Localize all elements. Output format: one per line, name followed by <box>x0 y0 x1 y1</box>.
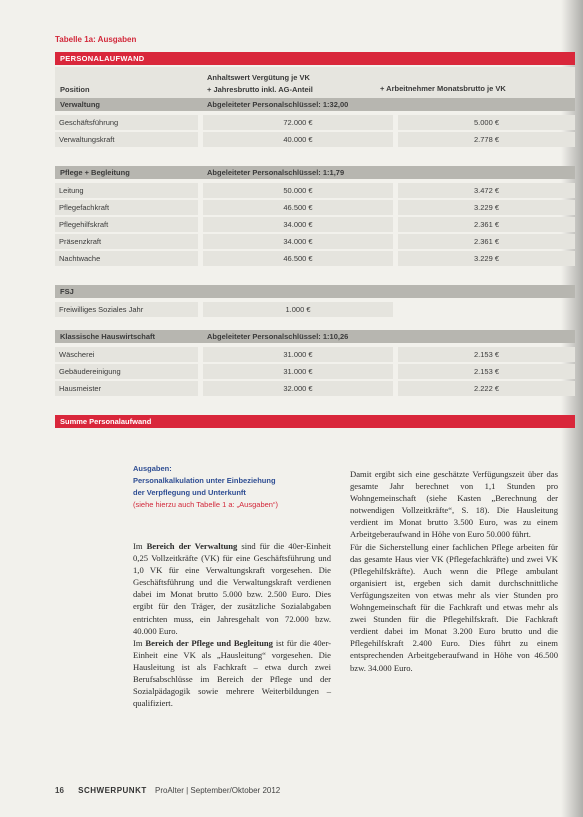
row-monthly: 2.222 € <box>398 381 575 396</box>
paragraph <box>133 637 331 710</box>
sidebox-line1: Ausgaben: <box>133 464 172 473</box>
paragraph: Für die Sicherstellung einer fachlichen Pflege arbeiten für das gesamte Haus vier VK (Pflegefachkräfte) und zwei VK (Pflegehilfskräfte). Auch wenn die Pflege ambulant organisiert ist, ergeben sich damit durchschnittliche Verfügungszeiten von etwas mehr als vier Stunden pro Wohngemeinschaft für die Fachkraft und etwas mehr als zwei Stunden für die Pflegehilfskraft. Die Fachkraft verdient dabei im Monat 3.200 Euro brutto und die Pflegehilfskraft 2.400 Euro. Dies führt zu einem entsprechenden Arbeitgeberaufwand in Höhe von 46.500 bzw. 34.000 Euro. <box>350 541 558 673</box>
bold-run: Bereich der Pflege und Begleitung <box>145 637 273 648</box>
row-label: Freiwilliges Soziales Jahr <box>55 302 198 317</box>
summe-bar: Summe Personalaufwand <box>55 415 575 428</box>
table-row <box>55 131 575 148</box>
text-run: sind für die 40er-Einheit 0,25 Vollzeitkräfte (VK) für eine Geschäftsführung und 1,0 VK für eine Verwaltungskraft vorgesehen. Die Geschäftsführung und die Verwaltungskraft verdienen dabei im Monat brutto 5.000 bzw. 2.500 Euro. Dies ergibt für den Träger, der zusätzliche Sozialabgaben entrichten muss, ein Jahresgehalt von 72.000 bzw. 40.000 Euro. <box>133 541 331 636</box>
table-row <box>55 380 575 397</box>
row-annual: 31.000 € <box>203 364 393 379</box>
row-annual: 46.500 € <box>203 251 393 266</box>
issue-info: ProAlter | September/Oktober 2012 <box>154 786 281 795</box>
col-annual-line1: Anhaltswert Vergütung je VK <box>207 73 310 82</box>
section-fsj <box>55 285 575 298</box>
row-monthly: 2.361 € <box>398 217 575 232</box>
table-header-bar: PERSONALAUFWAND <box>55 52 575 65</box>
table-row <box>55 250 575 267</box>
bold-run: Bereich der Verwaltung <box>146 541 238 551</box>
section-pflege <box>55 166 575 179</box>
row-label: Geschäftsführung <box>55 115 198 130</box>
body-column-right <box>350 468 558 674</box>
table-caption: Tabelle 1a: Ausgaben <box>55 35 137 44</box>
row-monthly: 3.229 € <box>398 200 575 215</box>
section-hauswirtschaft <box>55 330 575 343</box>
section-title: Verwaltung <box>60 100 101 109</box>
section-verwaltung <box>55 98 575 111</box>
row-label: Pflegehilfskraft <box>55 217 198 232</box>
row-monthly: 2.153 € <box>398 347 575 362</box>
table-row <box>55 233 575 250</box>
text-run: Im <box>133 637 146 648</box>
row-annual: 46.500 € <box>203 200 393 215</box>
paragraph: Damit ergibt sich eine geschätzte Verfügungszeit über das gesamte Jahr berechnet von 1,1 Stunden pro Wohngemeinschaft (siehe Kasten „Berechnung der notwendigen Vollzeitkräfte“, S. 18). Die Hausleitung verdient im Monat brutto 3.500 Euro, was zu einem Arbeitgeberaufwand in Höhe von Euro 50.000 führt. <box>350 469 558 540</box>
table-row <box>55 182 575 199</box>
row-annual: 31.000 € <box>203 347 393 362</box>
table-row <box>55 301 575 318</box>
section-key: Abgeleiteter Personalschlüssel: 1:10,26 <box>207 332 349 341</box>
section-title: Klassische Hauswirtschaft <box>60 332 156 341</box>
row-monthly: 3.472 € <box>398 183 575 198</box>
text-run: ist für die 40er-Einheit eine VK als „Hausleitung“ vorgesehen. Die Hausleitung ist als Fachkraft – etwa durch zwei Berufsabschlüsse im Bereich der Pflege und der Sozialpädagogik sowie mehrere Weiterbildungen – qualifiziert. <box>133 637 331 709</box>
table-row <box>55 114 575 131</box>
paragraph <box>133 540 331 637</box>
row-annual: 1.000 € <box>203 302 393 317</box>
row-annual: 72.000 € <box>203 115 393 130</box>
page-footer <box>55 786 280 795</box>
section-key: Abgeleiteter Personalschlüssel: 1:1,79 <box>207 168 345 177</box>
section-key: Abgeleiteter Personalschlüssel: 1:32,00 <box>207 100 349 109</box>
body-column-left <box>133 540 331 709</box>
col-position: Position <box>60 85 90 94</box>
row-label: Gebäudereinigung <box>55 364 198 379</box>
sidebox-line2: Personalkalkulation unter Einbeziehung <box>133 476 276 485</box>
sidebox-line3: der Verpflegung und Unterkunft <box>133 488 246 497</box>
col-monthly: + Arbeitnehmer Monatsbrutto je VK <box>380 84 506 93</box>
row-label: Nachtwache <box>55 251 198 266</box>
table-row <box>55 363 575 380</box>
column-header <box>55 67 575 98</box>
row-label: Verwaltungskraft <box>55 132 198 147</box>
table-row <box>55 346 575 363</box>
row-monthly: 5.000 € <box>398 115 575 130</box>
row-monthly: 3.229 € <box>398 251 575 266</box>
sidebox-note: (siehe hierzu auch Tabelle 1 a: „Ausgaben“) <box>133 500 278 509</box>
sidebox <box>133 463 338 511</box>
table-row <box>55 199 575 216</box>
row-annual: 34.000 € <box>203 234 393 249</box>
col-annual-line2: + Jahresbrutto inkl. AG-Anteil <box>207 85 313 94</box>
section-name: SCHWERPUNKT <box>78 786 147 795</box>
row-annual: 32.000 € <box>203 381 393 396</box>
row-monthly: 2.153 € <box>398 364 575 379</box>
table-row <box>55 216 575 233</box>
row-annual: 40.000 € <box>203 132 393 147</box>
row-annual: 34.000 € <box>203 217 393 232</box>
section-title: Pflege + Begleitung <box>60 168 130 177</box>
text-run: Im <box>133 541 147 551</box>
row-label: Hausmeister <box>55 381 198 396</box>
row-label: Pflegefachkraft <box>55 200 198 215</box>
col-annual <box>207 72 313 96</box>
row-label: Leitung <box>55 183 198 198</box>
page-number: 16 <box>55 786 64 795</box>
row-monthly: 2.778 € <box>398 132 575 147</box>
row-monthly: 2.361 € <box>398 234 575 249</box>
row-label: Wäscherei <box>55 347 198 362</box>
row-label: Präsenzkraft <box>55 234 198 249</box>
row-annual: 50.000 € <box>203 183 393 198</box>
section-title: FSJ <box>60 287 74 296</box>
